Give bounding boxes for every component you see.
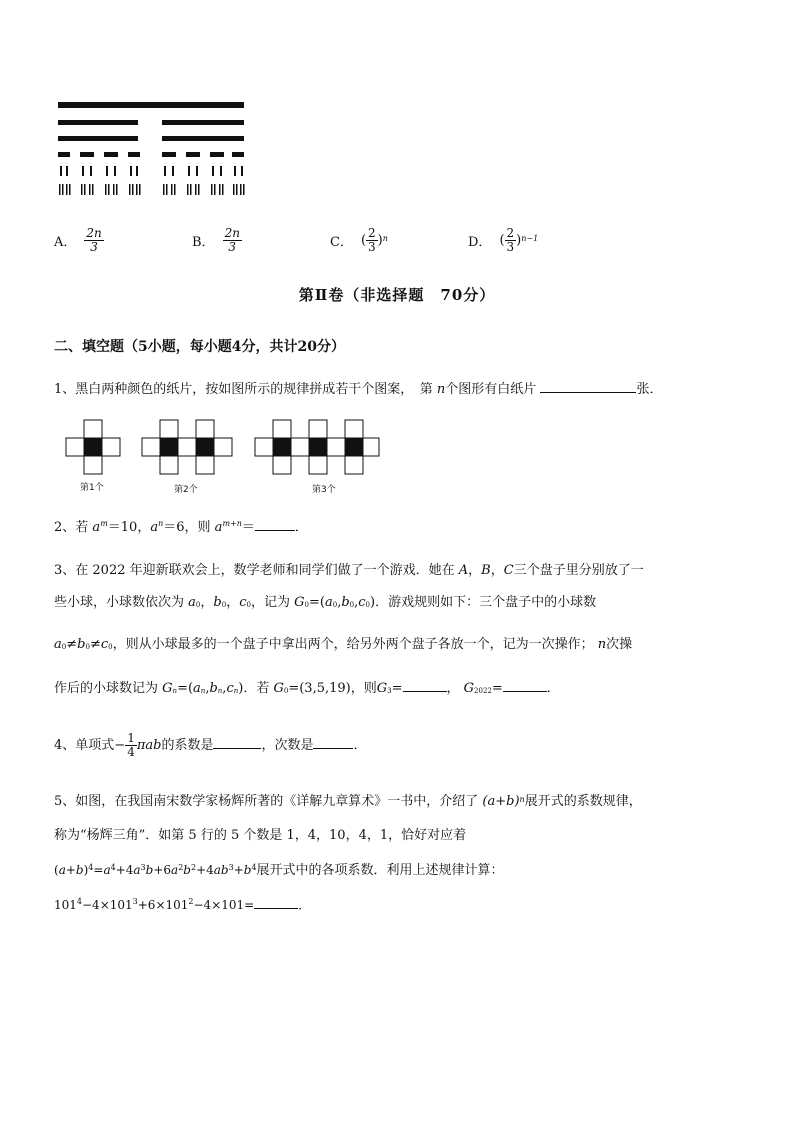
fig1-black-tile — [84, 438, 102, 456]
q5-answer-blank[interactable] — [254, 894, 298, 909]
figure-label-3: 第3个 — [312, 485, 336, 495]
option-c-fraction: $\frac{2}{3}$ — [368, 225, 376, 254]
fig3-black-tile-3 — [345, 438, 363, 456]
option-d-label: D． — [468, 234, 492, 250]
question-5-line-2: 称为“杨辉三角”．如第 5 行的 5 个数是 1，4，10，4，1，恰好对应着 — [54, 828, 467, 843]
q3-answer-blank-2[interactable] — [503, 677, 547, 692]
q1-tile-figures — [60, 414, 380, 498]
q4-answer-blank-1[interactable] — [213, 734, 261, 749]
option-b-label: B． — [192, 234, 215, 250]
bar-row-6 — [59, 184, 245, 195]
part-title: 二、填空题（5小题，每小题4分，共计20分） — [54, 339, 345, 355]
q4-fraction: $\frac{1}{4}$ — [127, 731, 135, 759]
fig3-black-tile-1 — [273, 438, 291, 456]
figure-label-2: 第2个 — [174, 485, 198, 495]
bar-row-1 — [58, 102, 244, 108]
option-b[interactable] — [192, 222, 242, 258]
question-5-line-1: 5、如图，在我国南宋数学家杨辉所著的《详解九章算术》一书中，介绍了 $(a+b)^n$展开式的系数规律， — [54, 794, 642, 809]
option-d-exponent: n−1 — [521, 233, 539, 243]
option-c-label: C． — [330, 234, 353, 250]
fig2-black-tile-1 — [160, 438, 178, 456]
q3-answer-blank-1[interactable] — [403, 677, 447, 692]
question-4: 4、单项式− $\frac{1}{4}$ πab的系数是 ，次数是 ． — [54, 731, 367, 759]
option-d-fraction: $\frac{2}{3}$ — [506, 225, 515, 254]
figure-label-1: 第1个 — [80, 483, 104, 493]
question-5-line-4: $101^4-4\times 101^3+6\times 101^2-4\times 101=$ ． — [54, 894, 310, 915]
option-a[interactable] — [54, 222, 104, 258]
fig2-black-tile-2 — [196, 438, 214, 456]
q2-answer-blank[interactable] — [255, 516, 295, 531]
bar-row-4 — [58, 152, 244, 157]
section-title: 第Ⅱ卷（非选择题 70分） — [298, 286, 496, 304]
bar-pattern-figure — [56, 100, 248, 200]
question-1: 1、黑白两种颜色的纸片，按如图所示的规律拼成若干个图案， 第 n个图形有白纸片 张． — [54, 378, 662, 400]
option-a-fraction: $\frac{2n}{3}$ — [86, 225, 102, 254]
option-c-exponent: n — [382, 233, 388, 243]
question-5-line-3: $(a+b)^4=a^4+4a^3b+6a^2b^2+4ab^3+b^4$展开式中的各项系数．利用上述规律计算： — [54, 863, 504, 878]
option-b-fraction: $\frac{2n}{3}$ — [224, 225, 240, 254]
q1-answer-blank[interactable] — [540, 378, 636, 393]
question-3-line-1: 3、在 2022 年迎新联欢会上，数学老师和同学们做了一个游戏．她在 A，B，C三个盘子里分别放了一 — [54, 563, 644, 578]
question-3-line-3: a0≠b0≠c0，则从小球最多的一个盘子中拿出两个，给另外两个盘子各放一个，记为一次操作； n次操 — [54, 637, 633, 652]
bar-row-5 — [60, 166, 243, 176]
fig3-black-tile-2 — [309, 438, 327, 456]
option-a-label: A． — [54, 234, 77, 250]
question-3-line-2: 些小球，小球数依次为 a0，b0，c0，记为 G0=(a0,b0,c0)．游戏规则如下：三个盘子中的小球数 — [54, 595, 597, 610]
question-2: 2、若 $a^m=10$，$a^n=6$，则 $a^{m+n}=$ ． — [54, 516, 308, 538]
bar-row-2 — [58, 120, 244, 125]
option-c[interactable]: C． ( $\frac{2}{3}$ ) n — [330, 225, 388, 254]
q4-answer-blank-2[interactable] — [313, 734, 353, 749]
option-d[interactable]: D． ( $\frac{2}{3}$ ) n−1 — [468, 225, 539, 254]
question-3-line-4: 作后的小球数记为 Gn=(an,bn,cn)．若 G0=(3,5,19)，则G3= ， G2022= ． — [54, 677, 560, 699]
bar-row-3 — [58, 136, 244, 141]
